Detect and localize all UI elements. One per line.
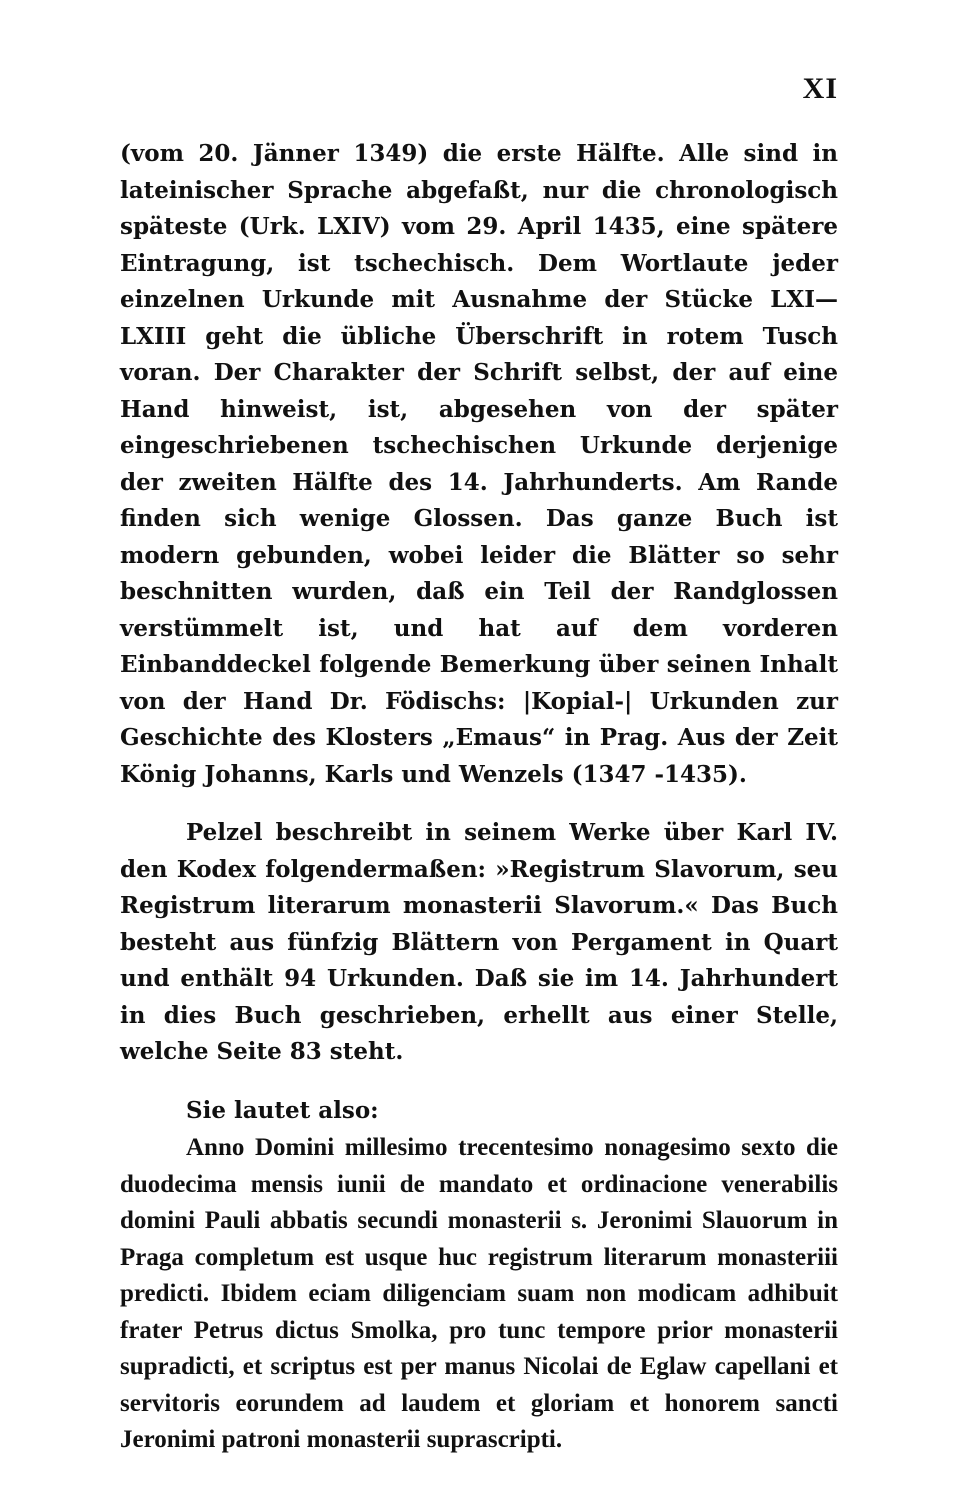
page-number: XI: [802, 72, 838, 105]
pelzel-paragraph: Pelzel beschreibt in seinem Werke über Karl IV. den Kodex folgendermaßen: »Registrum Slavorum, seu Registrum literarum monasterii Slavorum.« Das Buch besteht aus fünfzig Blättern von Pergament in Quart und enthält 94 Urkunden. Daß sie im 14. Jahrhundert in dies Buch geschrieben, erhellt aus einer Stelle, welche Seite 83 steht.: [120, 819, 838, 1065]
intro-paragraph: (vom 20. Jänner 1349) die erste Hälfte. Alle sind in lateinischer Sprache abgefaßt, nur die chronologisch späteste (Urk. LXIV) vom 29. April 1435, eine spätere Eintragung, ist tschechisch. Dem Wortlaute jeder einzelnen Urkunde mit Ausnahme der Stücke LXI—LXIII geht die übliche Überschrift in rotem Tusch voran. Der Charakter der Schrift selbst, der auf eine Hand hinweist, ist, abgesehen von der später eingeschriebenen tschechischen Urkunde derjenige der zweiten Hälfte des 14. Jahrhunderts. Am Rande finden sich wenige Glossen. Das ganze Buch ist modern gebunden, wobei leider die Blätter so sehr beschnitten wurden, daß ein Teil der Randglossen verstümmelt ist, und hat auf dem vorderen Einbanddeckel folgende Bemerkung über seinen Inhalt von der Hand Dr. Födischs: |Kopial-| Urkunden zur Geschichte des Klosters „Emaus“ in Prag. Aus der Zeit König Johanns, Karls und Wenzels (1347 -1435).: [120, 140, 838, 788]
latin-quotation: Anno Domini millesimo trecentesimo nonagesimo sexto die duodecima mensis iunii de mandato et ordinacione venerabilis domini Pauli abbatis secundi monasterii s. Jeronimi Slauorum in Praga completum est usque huc registrum literarum monasteriii predicti. Ibidem eciam diligenciam suam non modicam adhibuit frater Petrus dictus Smolka, pro tunc tempore prior monasterii supradicti, et scriptus est per manus Nicolai de Eglaw capellani et servitoris eorundem ad laudem et gloriam et honorem sancti Jeronimi patroni monasterii suprascripti.: [120, 1134, 838, 1453]
lautet-line: Sie lautet also:: [186, 1097, 379, 1124]
